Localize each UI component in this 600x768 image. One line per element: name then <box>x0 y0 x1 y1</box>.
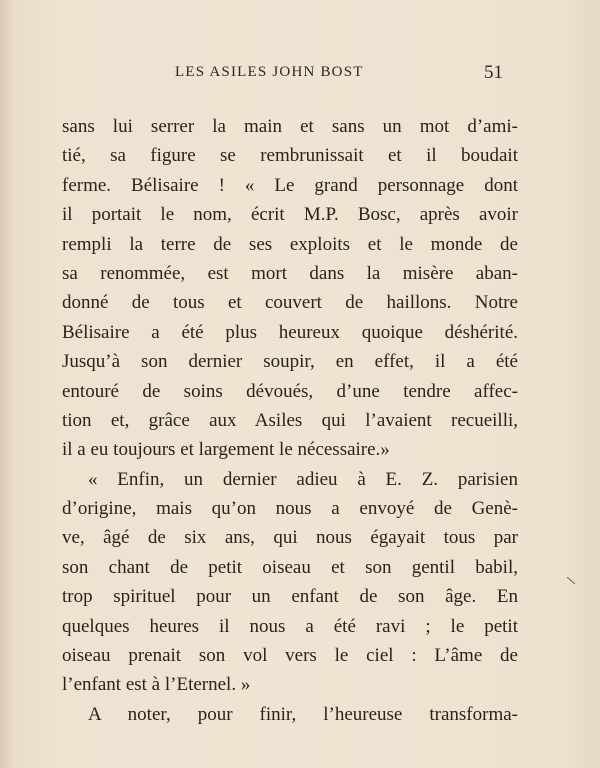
text-line: sans lui serrer la main et sans un mot d’ami- <box>62 116 518 137</box>
text-line: entouré de soins dévoués, d’une tendre affec- <box>62 380 518 402</box>
text-line: il portait le nom, écrit M.P. Bosc, après avoir <box>62 204 518 226</box>
text-line: « Enfin, un dernier adieu à E. Z. parisien <box>88 468 518 490</box>
text-line: tion et, grâce aux Asiles qui l’avaient recueilli, <box>62 409 518 431</box>
text-line: ferme. Bélisaire ! « Le grand personnage dont <box>62 174 518 196</box>
text-line: Jusqu’à son dernier soupir, en effet, il a été <box>62 351 518 373</box>
running-title: LES ASILES JOHN BOST <box>175 64 364 80</box>
text-line: A noter, pour finir, l’heureuse transforma- <box>88 703 518 725</box>
text-line: d’origine, mais qu’on nous a envoyé de Genè- <box>62 498 518 520</box>
text-line: il a eu toujours et largement le nécessaire.» <box>62 439 390 461</box>
text-line: sa renommée, est mort dans la misère aban- <box>62 262 518 284</box>
text-line: oiseau prenait son vol vers le ciel : L’âme de <box>62 645 518 667</box>
text-line: son chant de petit oiseau et son gentil babil, <box>62 556 518 578</box>
page-header <box>0 62 600 86</box>
text-line: trop spirituel pour un enfant de son âge. En <box>62 586 518 608</box>
text-line: l’enfant est à l’Eternel. » <box>62 674 251 696</box>
text-line: quelques heures il nous a été ravi ; le petit <box>62 615 518 637</box>
text-line: donné de tous et couvert de haillons. Notre <box>62 292 518 314</box>
margin-mark <box>567 577 575 584</box>
text-line: Bélisaire a été plus heureux quoique déshérité. <box>62 321 518 343</box>
text-line: ve, âgé de six ans, qui nous égayait tous par <box>62 527 518 549</box>
text-line: tié, sa figure se rembrunissait et il boudait <box>62 145 518 167</box>
body-text <box>62 112 518 729</box>
page-number: 51 <box>484 62 503 83</box>
text-line: rempli la terre de ses exploits et le monde de <box>62 233 518 255</box>
